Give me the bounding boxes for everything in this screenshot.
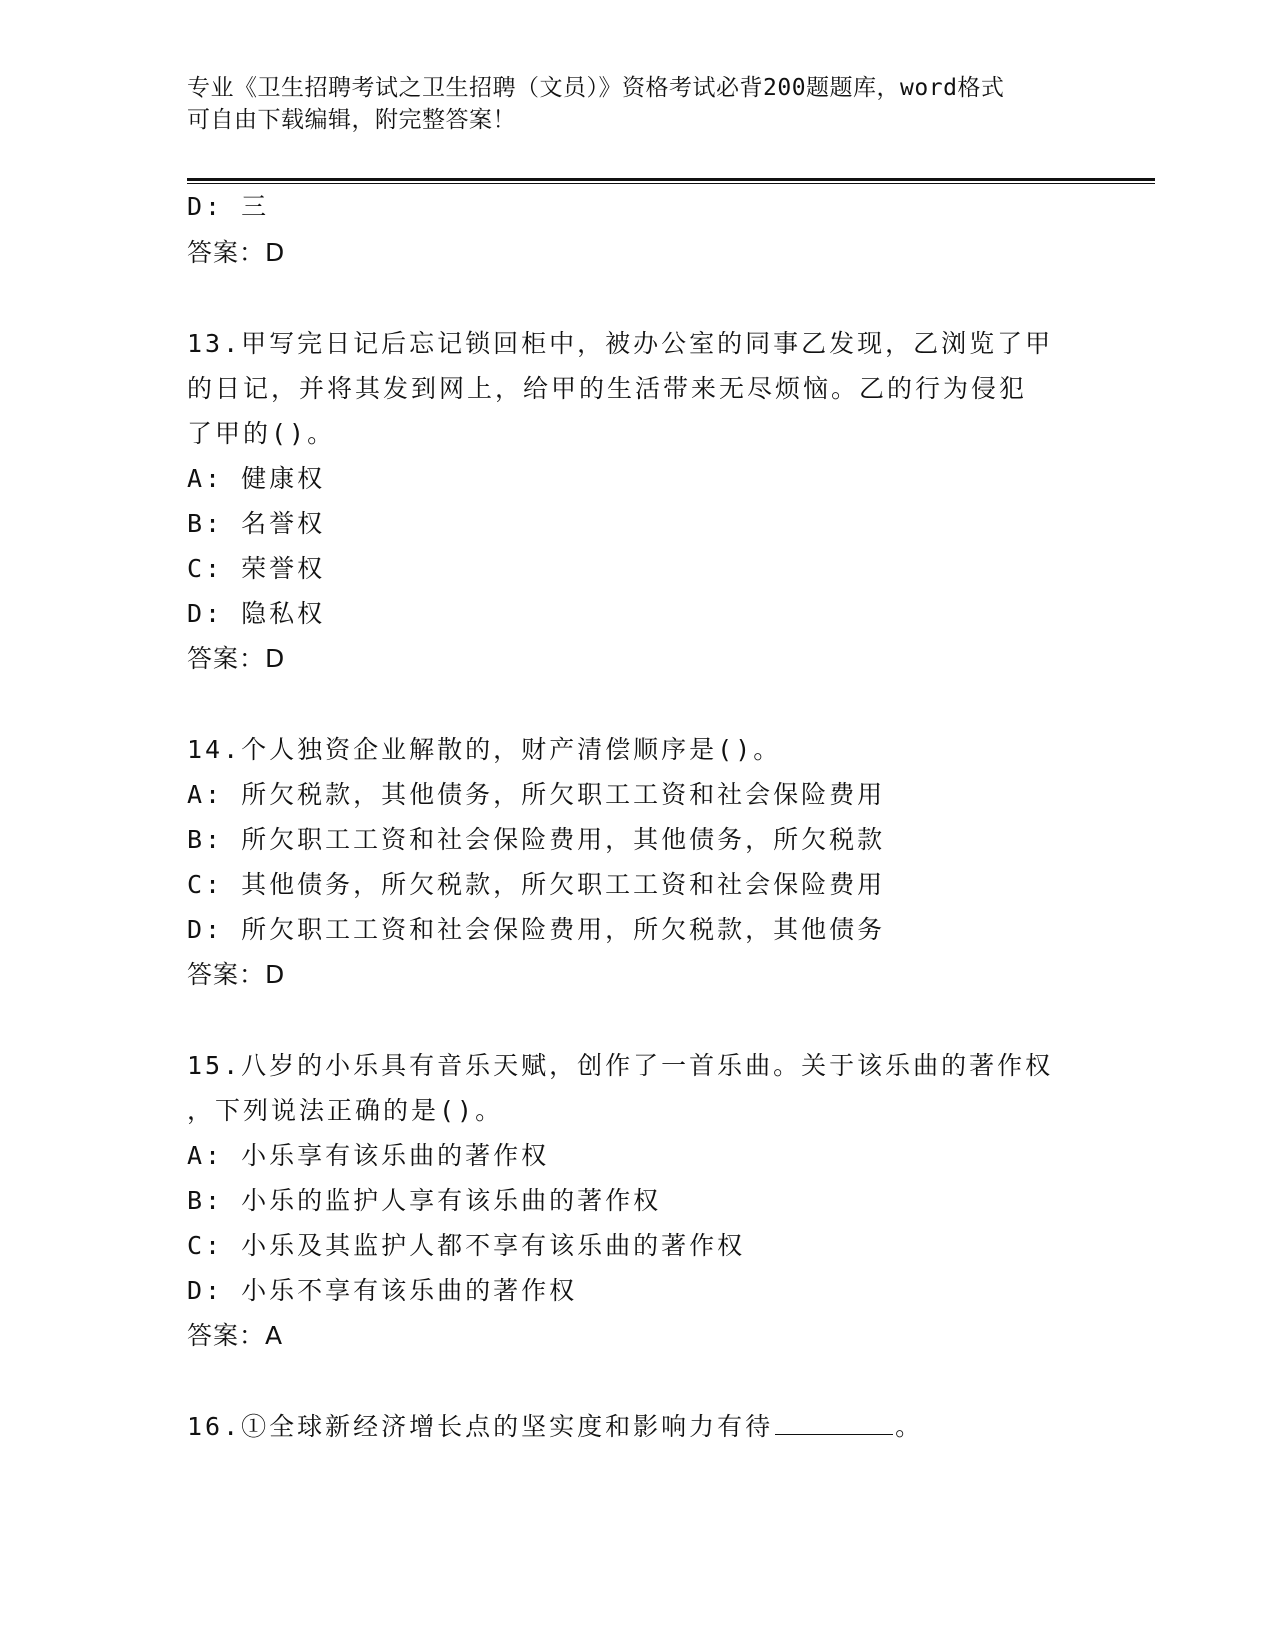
q14-option-b: B: 所欠职工工资和社会保险费用，其他债务，所欠税款: [187, 825, 886, 854]
q13-answer: 答案：D: [187, 644, 286, 673]
q15-stem-line-1: 15.八岁的小乐具有音乐天赋，创作了一首乐曲。关于该乐曲的著作权: [187, 1051, 1054, 1080]
prev-option-d: D: 三: [187, 192, 270, 221]
q16-stem-after-blank: 。: [895, 1412, 924, 1441]
q13-stem-line-1: 13.甲写完日记后忘记锁回柜中，被办公室的同事乙发现，乙浏览了甲: [187, 329, 1054, 358]
prev-answer: 答案：D: [187, 238, 286, 267]
header-line-1: 专业《卫生招聘考试之卫生招聘（文员）》资格考试必背200题题库，word格式: [187, 75, 1005, 101]
q13-option-d: D: 隐私权: [187, 599, 326, 628]
q13-stem-line-3: 了甲的()。: [187, 419, 336, 448]
q13-option-b: B: 名誉权: [187, 509, 326, 538]
q15-option-c: C: 小乐及其监护人都不享有该乐曲的著作权: [187, 1231, 746, 1260]
header-line-2: 可自由下载编辑，附完整答案！: [187, 107, 516, 133]
header-rule-thin: [187, 183, 1155, 184]
q14-answer: 答案：D: [187, 960, 286, 989]
q16-stem-line-1: [187, 1404, 923, 1450]
q13-option-a: A: 健康权: [187, 464, 326, 493]
document-header: [187, 72, 1087, 136]
q16-stem-before-blank: 16.①全球新经济增长点的坚实度和影响力有待: [187, 1412, 774, 1441]
q14-option-a: A: 所欠税款，其他债务，所欠职工工资和社会保险费用: [187, 780, 886, 809]
q15-option-a: A: 小乐享有该乐曲的著作权: [187, 1141, 550, 1170]
q13-stem-line-2: 的日记，并将其发到网上，给甲的生活带来无尽烦恼。乙的行为侵犯: [187, 374, 1028, 403]
q15-stem-line-2: ，下列说法正确的是()。: [187, 1096, 504, 1125]
q15-option-d: D: 小乐不享有该乐曲的著作权: [187, 1276, 578, 1305]
q15-answer: 答案：A: [187, 1321, 284, 1350]
q14-option-c: C: 其他债务，所欠税款，所欠职工工资和社会保险费用: [187, 870, 886, 899]
header-rule-thick: [187, 178, 1155, 181]
q14-option-d: D: 所欠职工工资和社会保险费用，所欠税款，其他债务: [187, 915, 886, 944]
q15-option-b: B: 小乐的监护人享有该乐曲的著作权: [187, 1186, 662, 1215]
q13-option-c: C: 荣誉权: [187, 554, 326, 583]
q14-stem-line-1: 14.个人独资企业解散的，财产清偿顺序是()。: [187, 735, 782, 764]
q16-fill-blank: [775, 1408, 893, 1435]
